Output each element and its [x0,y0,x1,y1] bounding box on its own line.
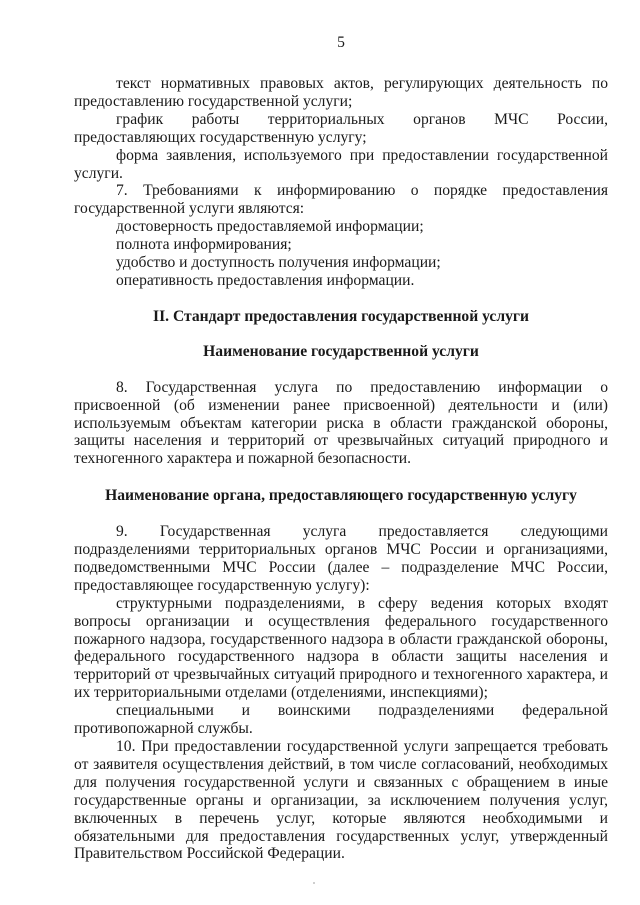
list-item-convenience: удобство и доступность получения информации; [116,254,441,272]
paragraph-application-form: форма заявления, используемого при предоставлении государственной услуги. [74,146,608,182]
list-item-completeness: полнота информирования; [116,236,292,254]
list-item-reliability: достоверность предоставляемой информации; [116,218,424,236]
list-item-promptness: оперативность предоставления информации. [116,271,415,289]
paragraph-special-units: специальными и воинскими подразделениями федеральной противопожарной службы. [74,702,608,738]
document-page [74,0,608,905]
paragraph-work-schedule: график работы территориальных органов МЧС России, предоставляющих государственную услугу; [74,110,608,146]
paragraph-9: 9. Государственная услуга предоставляется следующими подразделениями территориальных органов МЧС России и организациями, подведомственными МЧС России (далее – подразделение МЧС России, предоставляющее государственную услугу): [74,523,608,594]
paragraph-structural-units: структурными подразделениями, в сферу ведения которых входят вопросы организации и осуществления федерального государственного пожарного надзора, государственного надзора в области гражданской обороны, федерального государственного надзора в области защиты населения и территорий от чрезвычайных ситуаций природного и техногенного характера, и их территориальными отделами (отделениями, инспекциями); [74,594,608,702]
paragraph-7-requirements: 7. Требованиями к информированию о порядке предоставления государственной услуги являются: [74,182,608,218]
subheading-service-name: Наименование государственной услуги [203,342,479,360]
paragraph-8: 8. Государственная услуга по предоставлению информации о присвоенной (об изменении ранее присвоенной) деятельности и (или) используемым объектам категории риска в области гражданской обороны, защиты населения и территорий от чрезвычайных ситуаций природного и техногенного характера и пожарной безопасности. [74,378,608,468]
document-body [74,75,608,863]
subheading-provider-name: Наименование органа, предоставляющего государственную услугу [105,487,577,505]
section-title: II. Стандарт предоставления государственной услуги [153,307,529,325]
paragraph-legal-acts: текст нормативных правовых актов, регулирующих деятельность по предоставлению государственной услуги; [74,75,608,110]
scan-speck [313,882,315,884]
paragraph-10: 10. При предоставлении государственной услуги запрещается требовать от заявителя осуществления действий, в том числе согласований, необходимых для получения государственной услуги и связанных с обращением в иные государственные органы и организации, за исключением получения услуг, включенных в перечень услуг, которые являются необходимыми и обязательными для предоставления государственных услуг, утвержденный Правительством Российской Федерации. [74,738,608,863]
page-number: 5 [337,34,345,51]
